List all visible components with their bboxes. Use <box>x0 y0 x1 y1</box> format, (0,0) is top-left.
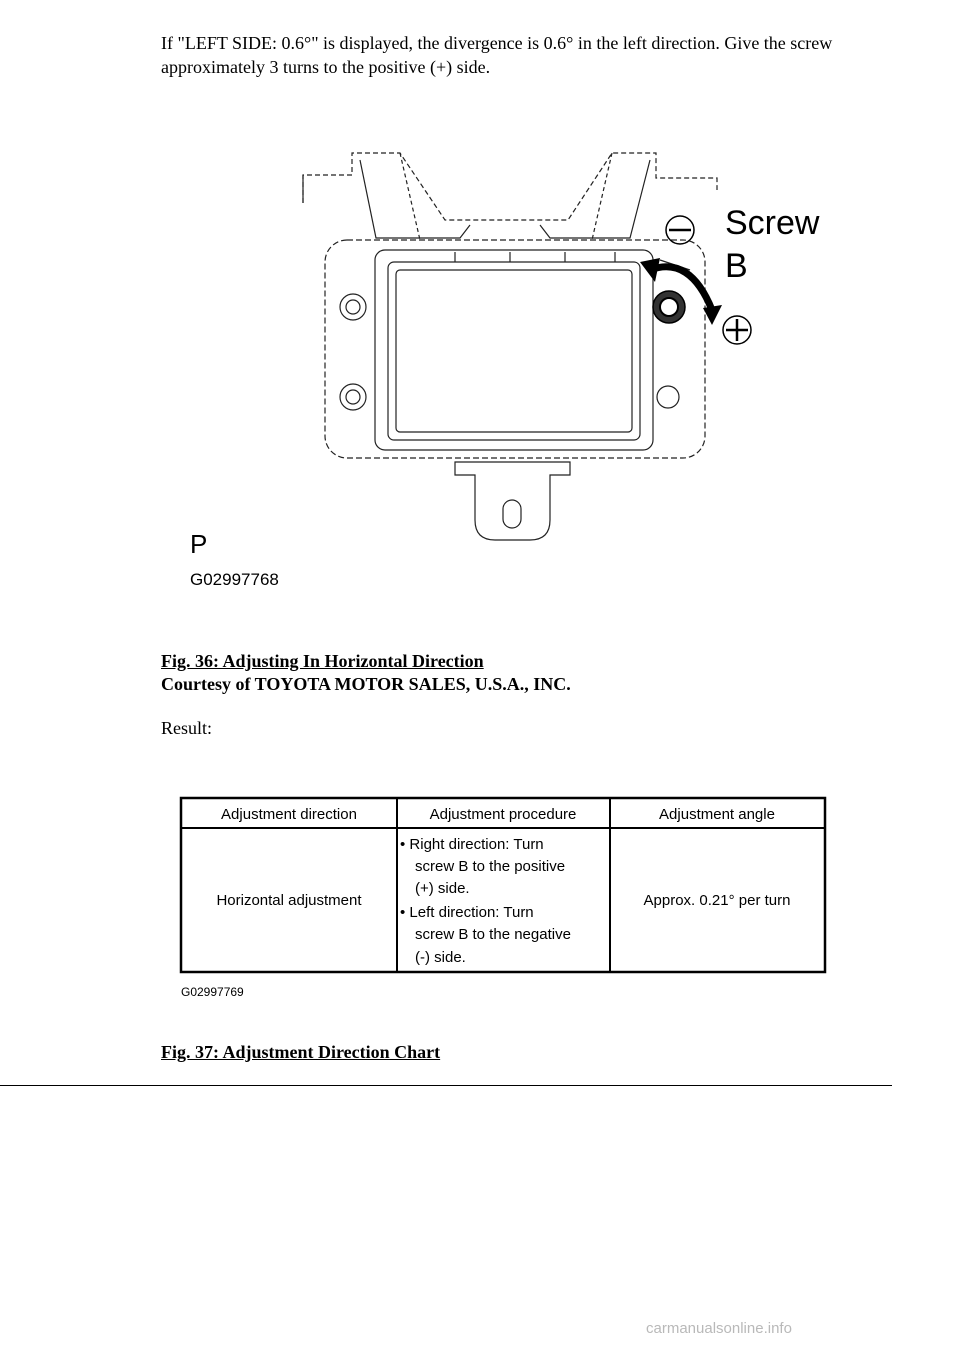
result-label: Result: <box>161 718 213 738</box>
figure-37-code: G02997769 <box>181 985 244 999</box>
screw-label: Screw <box>725 204 820 242</box>
procedure-line: screw B to the negative <box>415 926 571 943</box>
watermark: carmanualsonline.info <box>646 1320 792 1337</box>
procedure-line: screw B to the positive <box>415 858 566 875</box>
screw-b-label: B <box>725 247 748 285</box>
header-angle: Adjustment angle <box>659 806 775 823</box>
procedure-line: • Left direction: Turn <box>400 904 534 921</box>
figure-36-credit: Courtesy of TOYOTA MOTOR SALES, U.S.A., INC. <box>161 674 571 694</box>
cell-direction: Horizontal adjustment <box>216 892 362 909</box>
p-label: P <box>190 529 208 559</box>
procedure-line: • Right direction: Turn <box>400 836 544 853</box>
page-divider <box>0 1085 892 1086</box>
figure-36-caption: Fig. 36: Adjusting In Horizontal Direction <box>161 651 484 671</box>
instruction-paragraph: If "LEFT SIDE: 0.6°" is displayed, the divergence is 0.6° in the left direction. Give the screw approximately 3 turns to the positive (+) side. <box>161 33 833 77</box>
cell-angle: Approx. 0.21° per turn <box>643 892 791 909</box>
figure-37-caption: Fig. 37: Adjustment Direction Chart <box>161 1042 441 1062</box>
procedure-line: (+) side. <box>415 880 470 897</box>
header-direction: Adjustment direction <box>221 806 357 823</box>
procedure-line: (-) side. <box>415 949 466 966</box>
header-procedure: Adjustment procedure <box>429 806 577 823</box>
figure-36-code: G02997768 <box>190 570 279 589</box>
